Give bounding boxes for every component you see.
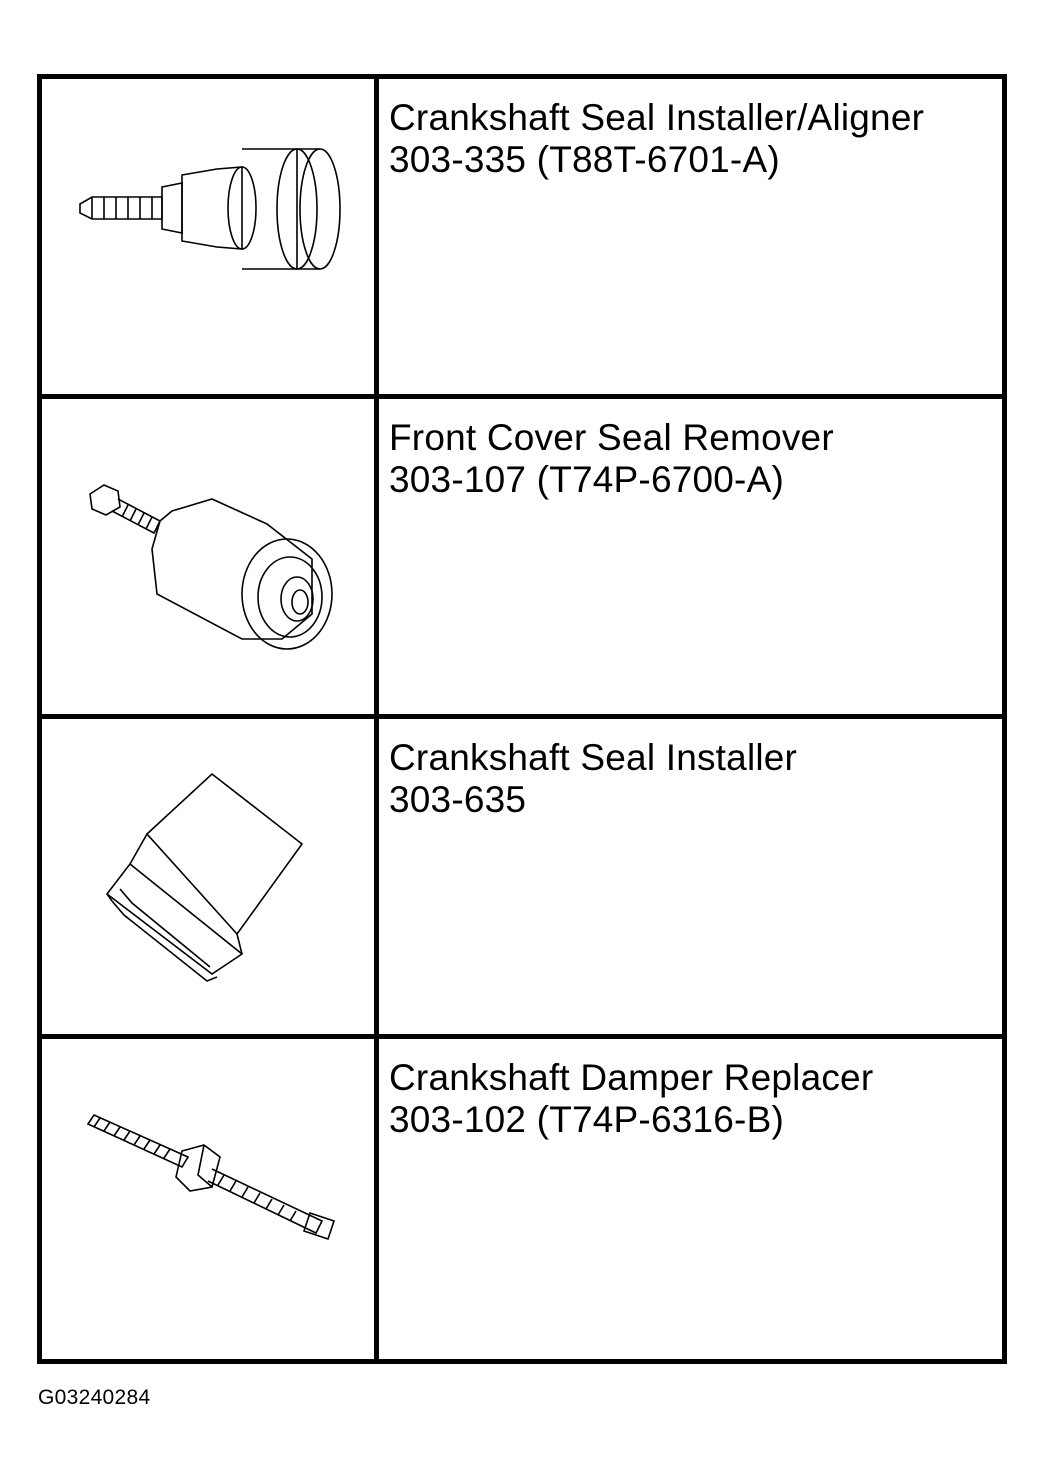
tool-description-cell (379, 1039, 1002, 1359)
tool-name: Crankshaft Damper Replacer (389, 1057, 874, 1098)
figure-id: G03240284 (38, 1386, 151, 1409)
tool-name: Front Cover Seal Remover (389, 417, 834, 458)
special-tools-table (37, 74, 1007, 1364)
tool-part-number: 303-102 (T74P-6316-B) (389, 1099, 784, 1140)
tool-illustration-cell (42, 399, 379, 719)
seal-installer-icon (42, 719, 374, 1034)
tool-illustration-cell (42, 1039, 379, 1359)
damper-replacer-icon (42, 1039, 374, 1354)
tool-illustration-cell (42, 79, 379, 399)
tool-part-number: 303-107 (T74P-6700-A) (389, 459, 784, 500)
tool-part-number: 303-635 (389, 779, 527, 820)
tool-part-number: 303-335 (T88T-6701-A) (389, 139, 780, 180)
seal-installer-aligner-icon (42, 79, 374, 394)
tool-description-cell (379, 719, 1002, 1039)
seal-remover-icon (42, 399, 374, 714)
tool-description-cell (379, 79, 1002, 399)
tool-name: Crankshaft Seal Installer/Aligner (389, 97, 925, 138)
tool-name: Crankshaft Seal Installer (389, 737, 798, 778)
tool-illustration-cell (42, 719, 379, 1039)
tool-description-cell (379, 399, 1002, 719)
